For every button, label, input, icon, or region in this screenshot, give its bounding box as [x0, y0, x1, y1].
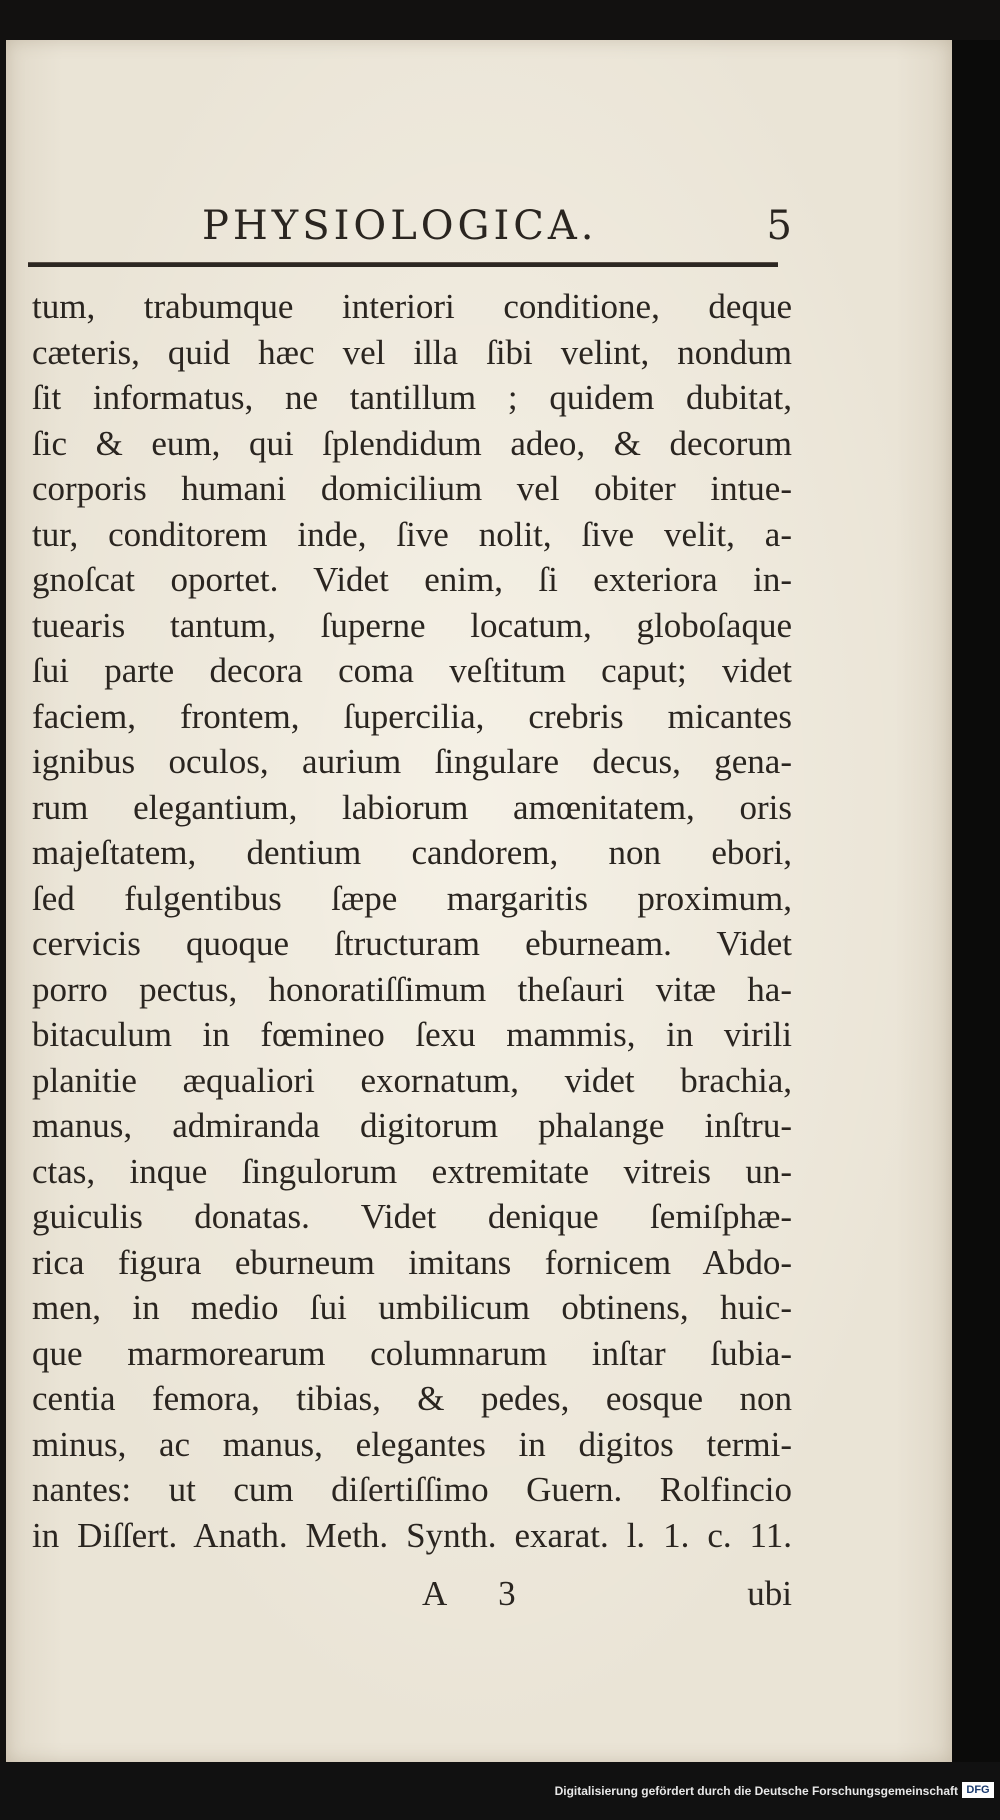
catchline [32, 1574, 792, 1622]
text-line: majeſtatem, dentium candorem, non ebori, [32, 833, 792, 872]
header-rule [28, 262, 778, 267]
book-page [6, 40, 952, 1762]
text-line: ſit informatus, ne tantillum ; quidem dubitat, [32, 378, 792, 417]
scan-background-edge [952, 40, 1000, 1762]
text-line: corporis humani domicilium vel obiter intue- [32, 469, 792, 508]
dfg-logo: DFG [962, 1782, 994, 1798]
body-text [32, 284, 792, 1558]
running-title: PHYSIOLOGICA. [202, 203, 598, 249]
text-line: que marmorearum columnarum inſtar ſubia- [32, 1333, 792, 1373]
text-line: planitie æqualiori exornatum, videt brachia, [32, 1060, 792, 1100]
text-line: minus, ac manus, elegantes in digitos termi- [32, 1424, 792, 1464]
footer-bar [0, 1762, 1000, 1820]
running-head [202, 196, 792, 256]
signature-mark: A 3 [422, 1574, 538, 1613]
text-line: cæteris, quid hæc vel illa ſibi velint, nondum [32, 332, 792, 372]
text-line: ſic & eum, qui ſplendidum adeo, & decorum [32, 423, 792, 463]
funding-notice: Digitalisierung gefördert durch die Deutsche Forschungsgemeinschaft [554, 1784, 958, 1798]
text-line: faciem, frontem, ſupercilia, crebris micantes [32, 696, 792, 736]
text-line: rum elegantium, labiorum amœnitatem, oris [32, 787, 792, 827]
text-line: centia femora, tibias, & pedes, eosque non [32, 1379, 792, 1418]
text-line: bitaculum in fœmineo ſexu mammis, in virili [32, 1015, 792, 1054]
text-line: men, in medio ſui umbilicum obtinens, huic- [32, 1288, 792, 1327]
text-line: ignibus oculos, aurium ſingulare decus, gena- [32, 742, 792, 781]
text-line: ſui parte decora coma veſtitum caput; videt [32, 651, 792, 690]
text-line: nantes: ut cum diſertiſſimo Guern. Rolfincio [32, 1470, 792, 1509]
catchword: ubi [747, 1574, 792, 1613]
text-line: tuearis tantum, ſuperne locatum, globoſaque [32, 605, 792, 645]
text-line: manus, admiranda digitorum phalange inſtru- [32, 1106, 792, 1145]
text-line: cervicis quoque ſtructuram eburneam. Videt [32, 924, 792, 963]
text-line: tur, conditorem inde, ſive nolit, ſive velit, a- [32, 514, 792, 554]
text-line: gnoſcat oportet. Videt enim, ſi exteriora in- [32, 560, 792, 599]
text-line: ctas, inque ſingulorum extremitate vitreis un- [32, 1151, 792, 1191]
text-line: ſed fulgentibus ſæpe margaritis proximum, [32, 878, 792, 918]
page-number: 5 [766, 203, 792, 249]
text-line: porro pectus, honoratiſſimum theſauri vitæ ha- [32, 969, 792, 1009]
text-line: in Diſſert. Anath. Meth. Synth. exarat. l. 1. c. 11. [32, 1515, 792, 1555]
text-line: guiculis donatas. Videt denique ſemiſphæ- [32, 1197, 792, 1236]
text-line: rica figura eburneum imitans fornicem Abdo- [32, 1242, 792, 1282]
text-line: tum, trabumque interiori conditione, deque [32, 287, 792, 326]
